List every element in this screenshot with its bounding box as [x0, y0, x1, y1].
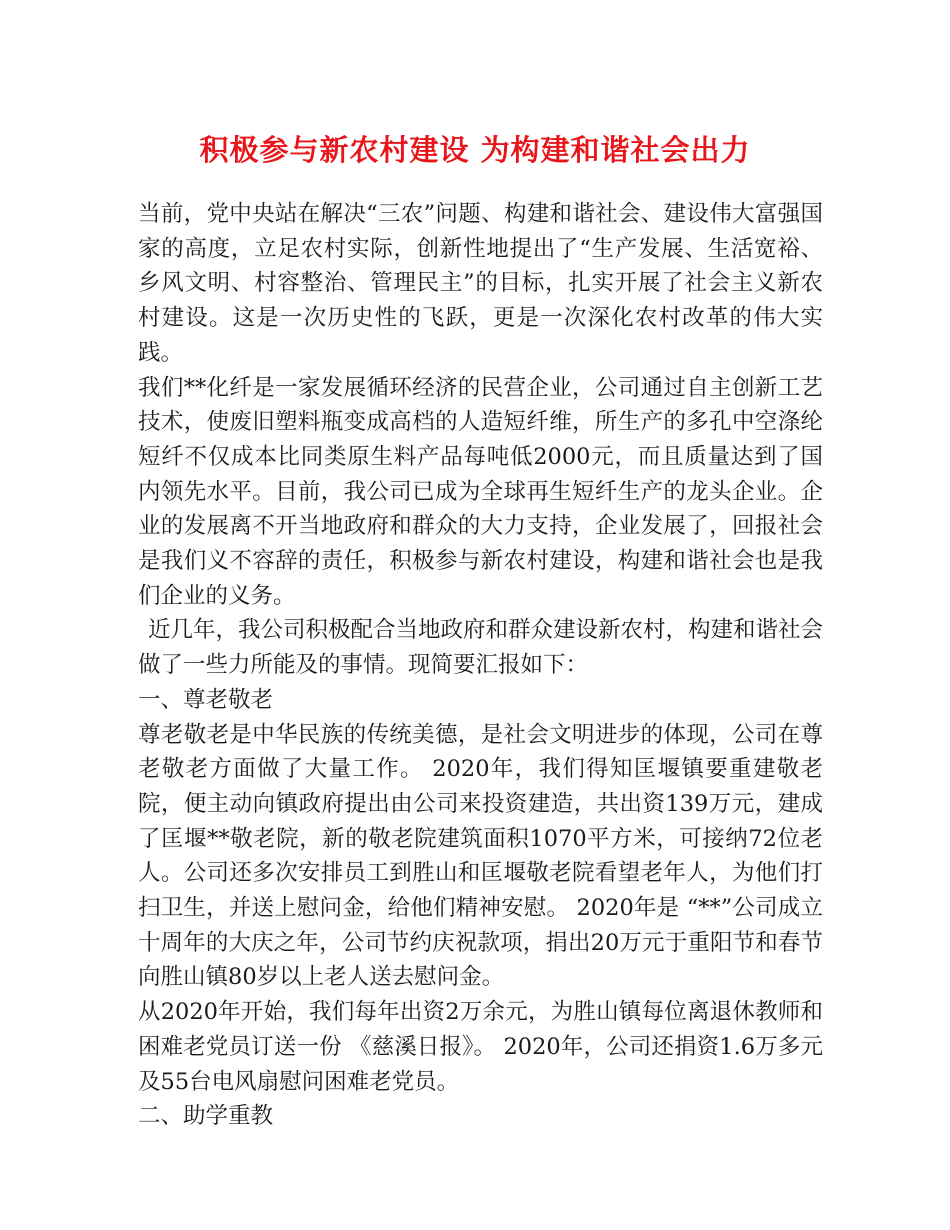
paragraph-respect-elderly: 尊老敬老是中华民族的传统美德，是社会文明进步的体现，公司在尊老敬老方面做了大量工作。 2020年，我们得知匡堰镇要重建敬老院，便主动向镇政府提出由公司来投资建造，共出资139万元，建成了匡堰**敬老院，新的敬老院建筑面积1070平方米，可接纳72位老人。公司还多次安排员工到胜山和匡堰敬老院看望老年人，为他们打扫卫生，并送上慰问金，给他们精神安慰。 2020年是 “**”公司成立十周年的大庆之年，公司节约庆祝款项，捐出20万元于重阳节和春节向胜山镇80岁以上老人送去慰问金。 — [138, 721, 823, 991]
document-body — [138, 197, 823, 1134]
paragraph-newspaper-subscription: 从2020年开始，我们每年出资2万余元，为胜山镇每位离退休教师和困难老党员订送一份 《慈溪日报》。 2020年，公司还捐资1.6万多元及55台电风扇慰问困难老党员。 — [138, 999, 823, 1095]
paragraph-summary: 近几年，我公司积极配合当地政府和群众建设新农村，构建和谐社会做了一些力所能及的事情。现简要汇报如下： — [138, 617, 824, 679]
section-heading-respect-elderly: 一、尊老敬老 — [138, 686, 274, 713]
document-title: 积极参与新农村建设 为构建和谐社会出力 — [199, 133, 751, 167]
paragraph-company: 我们**化纤是一家发展循环经济的民营企业，公司通过自主创新工艺技术，使废旧塑料瓶变成高档的人造短纤维，所生产的多孔中空涤纶短纤不仅成本比同类原生料产品每吨低2000元，而且质量达到了国内领先水平。目前，我公司已成为全球再生短纤生产的龙头企业。企业的发展离不开当地政府和群众的大力支持，企业发展了，回报社会是我们义不容辞的责任，积极参与新农村建设，构建和谐社会也是我们企业的义务。 — [138, 374, 823, 609]
paragraph-intro: 当前，党中央站在解决“三农”问题、构建和谐社会、建设伟大富强国家的高度，立足农村实际，创新性地提出了“生产发展、生活宽裕、乡风文明、村容整治、管理民主”的目标，扎实开展了社会主义新农村建设。这是一次历史性的飞跃，更是一次深化农村改革的伟大实践。 — [138, 201, 823, 366]
section-heading-education: 二、助学重教 — [138, 1103, 274, 1130]
